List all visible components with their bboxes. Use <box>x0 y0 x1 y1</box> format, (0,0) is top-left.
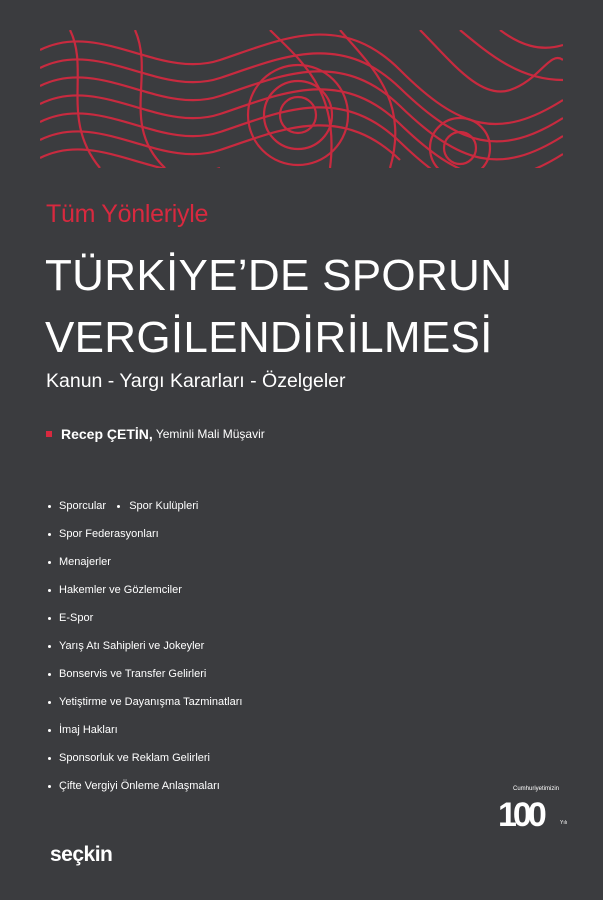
topic-label: Menajerler <box>59 556 111 568</box>
bullet-icon <box>117 505 120 508</box>
bullet-icon <box>48 505 51 508</box>
topic-label: E-Spor <box>59 612 94 624</box>
bullet-icon <box>48 589 51 592</box>
topic-label: Çifte Vergiyi Önleme Anlaşmaları <box>59 780 220 792</box>
topic-label: Hakemler ve Gözlemciler <box>59 584 182 596</box>
bullet-icon <box>48 561 51 564</box>
list-item <box>48 526 242 554</box>
list-item <box>48 554 242 582</box>
list-item <box>48 694 242 722</box>
square-bullet-icon <box>46 431 52 437</box>
book-subtitle: Kanun - Yargı Kararları - Özelgeler <box>46 370 346 392</box>
bullet-icon <box>48 785 51 788</box>
anniversary-top-text: Cumhuriyetimizin <box>513 786 560 792</box>
topic-label: Sponsorluk ve Reklam Gelirleri <box>59 752 210 764</box>
publisher-logo: seçkin <box>50 843 113 866</box>
bullet-icon <box>48 533 51 536</box>
topic-label: Spor Federasyonları <box>59 528 159 540</box>
topic-list <box>48 498 242 806</box>
title-line-2: VERGİLENDİRİLMESİ <box>45 313 493 362</box>
topic-label: Yetiştirme ve Dayanışma Tazminatları <box>59 696 243 708</box>
bullet-icon <box>48 757 51 760</box>
author-line <box>46 426 265 442</box>
bullet-icon <box>48 617 51 620</box>
topic-label: Bonservis ve Transfer Gelirleri <box>59 668 207 680</box>
author-name: Recep ÇETİN, <box>61 426 153 442</box>
bullet-icon <box>48 645 51 648</box>
list-item <box>48 498 242 526</box>
topic-label: Yarış Atı Sahipleri ve Jokeyler <box>59 640 205 652</box>
title-line-1: TÜRKİYE’DE SPORUN <box>45 251 513 300</box>
list-item <box>48 666 242 694</box>
topic-label: İmaj Hakları <box>59 724 118 736</box>
kicker-text: Tüm Yönleriyle <box>46 200 209 228</box>
list-item <box>48 638 242 666</box>
anniversary-yil: Yılı <box>560 820 568 826</box>
list-item <box>48 610 242 638</box>
anniversary-number: 100 <box>498 796 543 832</box>
list-item <box>48 582 242 610</box>
author-role: Yeminli Mali Müşavir <box>155 427 265 441</box>
list-item <box>48 750 242 778</box>
bullet-icon <box>48 701 51 704</box>
book-title <box>45 245 512 369</box>
list-item <box>48 778 242 806</box>
list-item <box>48 722 242 750</box>
bullet-icon <box>48 729 51 732</box>
republic-100-logo <box>496 786 572 832</box>
bullet-icon <box>48 673 51 676</box>
red-line-pattern <box>40 30 563 168</box>
topic-label: Sporcular <box>59 500 107 512</box>
topic-label: Spor Kulüpleri <box>129 500 199 512</box>
